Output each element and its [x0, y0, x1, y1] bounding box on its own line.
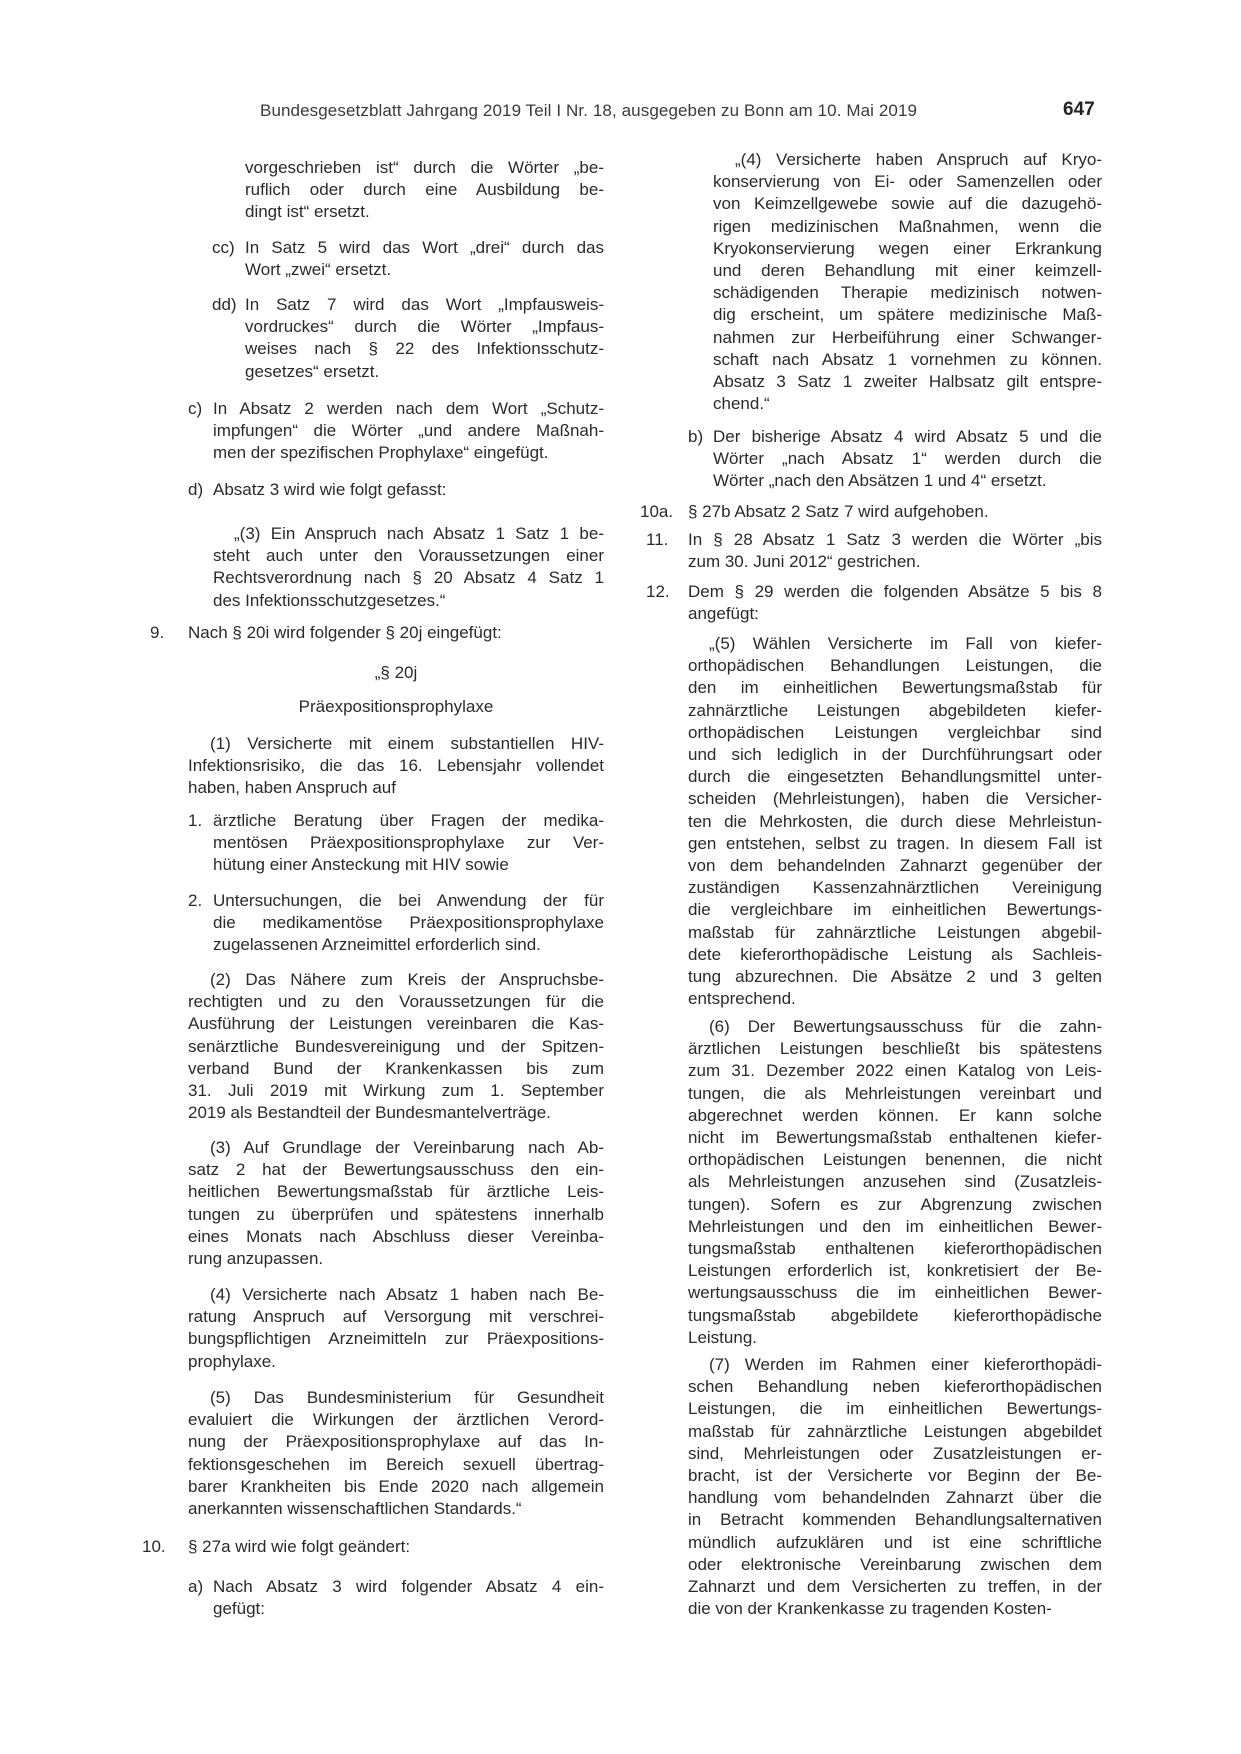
list-marker: b) — [688, 427, 704, 446]
text-line: wertungsausschuss die im einheitlichen Bewer- — [688, 1283, 1102, 1303]
text-line: hütung einer Ansteckung mit HIV sowie — [213, 855, 509, 875]
text-line: Dem § 29 werden die folgenden Absätze 5 bis 8 — [688, 582, 1102, 601]
list-marker: 10. — [142, 1537, 166, 1556]
text-line: orthopädischen Leistungen benennen, die nicht — [688, 1150, 1102, 1170]
text-line: Wörter „nach Absatz 1“ werden durch die — [713, 449, 1102, 469]
text-line: In Absatz 2 werden nach dem Wort „Schutz- — [213, 399, 604, 418]
list-marker: c) — [188, 399, 203, 418]
text-line: Untersuchungen, die bei Anwendung der für — [213, 891, 604, 910]
list-marker: 11. — [646, 530, 669, 549]
text-line: als Mehrleistungen anzusehen sind (Zusatzleis- — [688, 1172, 1102, 1192]
text-line: prophylaxe. — [188, 1351, 276, 1371]
text-line: zuständigen Kassenzahnärztlichen Vereinigung — [688, 878, 1102, 898]
text-line: vorgeschrieben ist“ durch die Wörter „be- — [245, 158, 604, 177]
text-line: impfungen“ die Wörter „und andere Maßnah- — [213, 421, 604, 441]
text-line: Nach Absatz 3 wird folgender Absatz 4 ein- — [213, 1577, 604, 1596]
text-line: dig erscheint, um spätere medizinische Maß- — [713, 305, 1102, 325]
text-line: durch die eingesetzten Behandlungsmittel unter- — [688, 767, 1102, 787]
text-line: sind, Mehrleistungen oder Zusatzleistungen er- — [688, 1443, 1102, 1463]
text-line: evaluiert die Wirkungen der ärztlichen Verord- — [188, 1410, 604, 1430]
text-line: (4) Versicherte nach Absatz 1 haben nach Be- — [210, 1285, 604, 1304]
text-line: und sich lediglich in der Durchführungsart oder — [688, 745, 1102, 764]
text-line: zum 30. Juni 2012“ gestrichen. — [688, 552, 921, 572]
text-line: tungsmaßstab abgebildete kieferorthopädische — [688, 1305, 1102, 1325]
text-line: verband Bund der Krankenkassen bis zum — [188, 1058, 604, 1078]
running-header: Bundesgesetzblatt Jahrgang 2019 Teil I Nr. 18, ausgegeben zu Bonn am 10. Mai 2019 — [260, 101, 918, 120]
text-line: „(4) Versicherte haben Anspruch auf Kryo- — [735, 150, 1102, 169]
text-line: tungen). Sofern es zur Abgrenzung zwischen — [688, 1194, 1102, 1214]
text-line: In Satz 7 wird das Wort „Impfausweis- — [245, 295, 604, 314]
section-heading: Präexpositionsprophylaxe — [298, 697, 494, 716]
text-line: scheiden (Mehrleistungen), haben die Versicher- — [688, 789, 1102, 809]
text-line: heitlichen Bewertungsmaßstab für ärztliche Leis- — [188, 1182, 604, 1202]
text-line: „(3) Ein Anspruch nach Absatz 1 Satz 1 be- — [234, 524, 604, 543]
text-line: weises nach § 22 des Infektionsschutz- — [245, 339, 604, 359]
text-line: die von der Krankenkasse zu tragenden Kosten- — [688, 1599, 1052, 1619]
text-line: (7) Werden im Rahmen einer kieferorthopädi- — [709, 1355, 1102, 1374]
text-line: nahmen zur Herbeiführung einer Schwanger- — [713, 327, 1102, 347]
text-line: Nach § 20i wird folgender § 20j eingefügt: — [188, 623, 502, 642]
text-line: Zahnarzt und dem Versicherten zu treffen, in der — [688, 1577, 1102, 1596]
text-line: (1) Versicherte mit einem substantiellen HIV- — [210, 734, 604, 753]
text-line: zugelassenen Arzneimittel erforderlich sind. — [213, 935, 541, 955]
text-line: satz 2 hat der Bewertungsausschuss den ein- — [188, 1160, 604, 1180]
text-line: ten die Mehrkosten, die durch diese Mehrleistun- — [688, 811, 1102, 831]
text-line: Wörter „nach den Absätzen 1 und 4“ ersetzt. — [713, 471, 1047, 491]
text-line: schen Behandlung neben kieferorthopädischen — [688, 1377, 1102, 1397]
text-line: Leistungen erforderlich ist, konkretisiert der Be- — [688, 1261, 1102, 1281]
text-line: nung der Präexpositionsprophylaxe auf das In- — [188, 1432, 604, 1452]
text-line: tungen zu überprüfen und spätestens innerhalb — [188, 1204, 604, 1224]
text-line: chend.“ — [713, 394, 770, 414]
text-line: (5) Das Bundesministerium für Gesundheit — [210, 1388, 604, 1407]
text-line: dingt ist“ ersetzt. — [245, 202, 370, 222]
text-line: gen entstehen, selbst zu tragen. In diesem Fall ist — [688, 833, 1102, 853]
text-line: steht auch unter den Voraussetzungen einer — [213, 546, 604, 566]
text-line: vordruckes“ durch die Wörter „Impfaus- — [245, 317, 604, 337]
page-number: 647 — [1063, 99, 1095, 120]
text-line: (2) Das Nähere zum Kreis der Anspruchsbe- — [210, 970, 604, 989]
list-marker: dd) — [212, 295, 237, 314]
text-line: ruflich oder durch eine Ausbildung be- — [245, 180, 604, 200]
text-line: fektionsgeschehen im Bereich sexuell übertrag- — [188, 1454, 604, 1474]
text-line: bungspflichtigen Arzneimitteln zur Präexpositions- — [188, 1329, 604, 1349]
text-line: konservierung von Ei- oder Samenzellen oder — [713, 172, 1102, 192]
text-line: in Betracht kommenden Behandlungsalternativen — [688, 1510, 1102, 1530]
text-line: Kryokonservierung wegen einer Erkrankung — [713, 238, 1102, 258]
text-line: des Infektionsschutzgesetzes.“ — [213, 590, 446, 610]
text-line: handlung vom behandelnden Zahnarzt über die — [688, 1488, 1102, 1508]
text-line: barer Krankheiten bis Ende 2020 nach allgemein — [188, 1476, 604, 1496]
text-line: mentösen Präexpositionsprophylaxe zur Ver- — [213, 833, 604, 853]
text-line: gesetzes“ ersetzt. — [245, 361, 380, 381]
text-line: angefügt: — [688, 604, 759, 624]
text-line: maßstab für zahnärztliche Leistungen abgebil- — [688, 922, 1102, 942]
text-line: 2019 als Bestandteil der Bundesmantelverträge. — [188, 1103, 551, 1123]
text-line: dete kieferorthopädische Leistung als Sachleis- — [688, 944, 1102, 964]
text-line: den im einheitlichen Bewertungsmaßstab für — [688, 678, 1102, 698]
text-line: gefügt: — [213, 1599, 265, 1619]
text-line: Mehrleistungen und den im einheitlichen Bewer- — [688, 1216, 1102, 1236]
text-line: anerkannten wissenschaftlichen Standards.“ — [188, 1499, 522, 1518]
text-line: schädigenden Therapie medizinisch notwen- — [713, 283, 1102, 303]
list-marker: d) — [188, 480, 204, 499]
text-line: haben, haben Anspruch auf — [188, 778, 396, 798]
text-line: nicht im Bewertungsmaßstab enthaltenen kiefer- — [688, 1128, 1102, 1147]
text-line: Leistungen, die im einheitlichen Bewertungs- — [688, 1399, 1102, 1419]
text-line: (3) Auf Grundlage der Vereinbarung nach Ab- — [210, 1138, 604, 1157]
text-line: men der spezifischen Prophylaxe“ eingefügt. — [213, 443, 549, 463]
text-line: eines Monats nach Abschluss dieser Vereinba- — [188, 1226, 604, 1246]
list-marker: 9. — [150, 623, 165, 642]
text-line: Wort „zwei“ ersetzt. — [245, 260, 392, 280]
text-line: mündlich aufzuklären und ist eine schriftliche — [688, 1532, 1102, 1552]
text-line: § 27a wird wie folgt geändert: — [188, 1537, 411, 1556]
text-line: von Keimzellgewebe sowie auf die dazugehö- — [713, 194, 1102, 214]
text-line: In § 28 Absatz 1 Satz 3 werden die Wörter „bis — [688, 530, 1102, 549]
text-line: schaft nach Absatz 1 vornehmen zu können. — [713, 349, 1102, 369]
text-line: In Satz 5 wird das Wort „drei“ durch das — [245, 238, 604, 257]
list-marker: 10a. — [640, 502, 674, 521]
text-line: bracht, ist der Versicherte vor Beginn der Be- — [688, 1466, 1102, 1485]
list-marker: 12. — [646, 582, 670, 601]
text-line: Rechtsverordnung nach § 20 Absatz 4 Satz 1 — [213, 568, 604, 588]
text-line: maßstab für zahnärztliche Leistungen abgebildet — [688, 1421, 1102, 1441]
list-marker: 2. — [188, 891, 203, 910]
text-line: die medikamentöse Präexpositionsprophylaxe — [213, 913, 604, 933]
text-line: Absatz 3 Satz 1 zweiter Halbsatz gilt entspre- — [713, 372, 1102, 391]
text-line: rung anzupassen. — [188, 1249, 324, 1268]
text-line: zum 31. Dezember 2022 einen Katalog von Leis- — [688, 1061, 1102, 1081]
text-line: (6) Der Bewertungsausschuss für die zahn- — [709, 1017, 1102, 1036]
text-line: Absatz 3 wird wie folgt gefasst: — [213, 480, 447, 499]
text-line: „(5) Wählen Versicherte im Fall von kiefer- — [709, 634, 1102, 653]
text-line: ärztliche Beratung über Fragen der medika- — [213, 811, 604, 830]
text-line: orthopädischen Leistungen vergleichbar sind — [688, 722, 1102, 742]
text-line: ärztlichen Leistungen beschließt bis spätestens — [688, 1039, 1102, 1059]
text-line: orthopädischen Behandlungen Leistungen, die — [688, 656, 1102, 676]
text-line: Infektionsrisiko, die das 16. Lebensjahr vollendet — [188, 756, 604, 776]
text-line: Ausführung der Leistungen vereinbaren die Kas- — [188, 1014, 604, 1034]
text-line: senärztliche Bundesvereinigung und der Spitzen- — [188, 1036, 604, 1056]
text-line: rechtigten und zu den Voraussetzungen für die — [188, 992, 604, 1012]
text-line: tungen, die als Mehrleistungen vereinbart und — [688, 1083, 1102, 1103]
text-line: die vergleichbare im einheitlichen Bewertungs- — [688, 900, 1102, 920]
text-line: abgerechnet werden können. Er kann solche — [688, 1105, 1102, 1125]
text-line: § 27b Absatz 2 Satz 7 wird aufgehoben. — [688, 502, 989, 521]
text-line: Der bisherige Absatz 4 wird Absatz 5 und die — [713, 427, 1102, 446]
text-line: von dem behandelnden Zahnarzt gegenüber der — [688, 856, 1102, 875]
text-line: Leistung. — [688, 1327, 757, 1347]
text-line: tungsmaßstab enthaltenen kieferorthopädischen — [688, 1239, 1102, 1258]
text-line: rigen medizinischen Maßnahmen, wenn die — [713, 216, 1102, 236]
list-marker: 1. — [188, 811, 203, 830]
section-heading: „§ 20j — [374, 663, 418, 682]
text-line: ratung Anspruch auf Versorgung mit verschrei- — [188, 1307, 604, 1327]
text-line: tung abzurechnen. Die Absätze 2 und 3 gelten — [688, 967, 1102, 986]
text-line: und deren Behandlung mit einer keimzell- — [713, 261, 1102, 280]
text-line: oder elektronische Vereinbarung zwischen dem — [688, 1554, 1102, 1574]
text-line: 31. Juli 2019 mit Wirkung zum 1. September — [188, 1081, 604, 1100]
text-line: entsprechend. — [688, 989, 796, 1009]
list-marker: a) — [188, 1577, 204, 1596]
text-line: zahnärztliche Leistungen abgebildeten kiefer- — [688, 700, 1102, 720]
list-marker: cc) — [212, 238, 235, 257]
